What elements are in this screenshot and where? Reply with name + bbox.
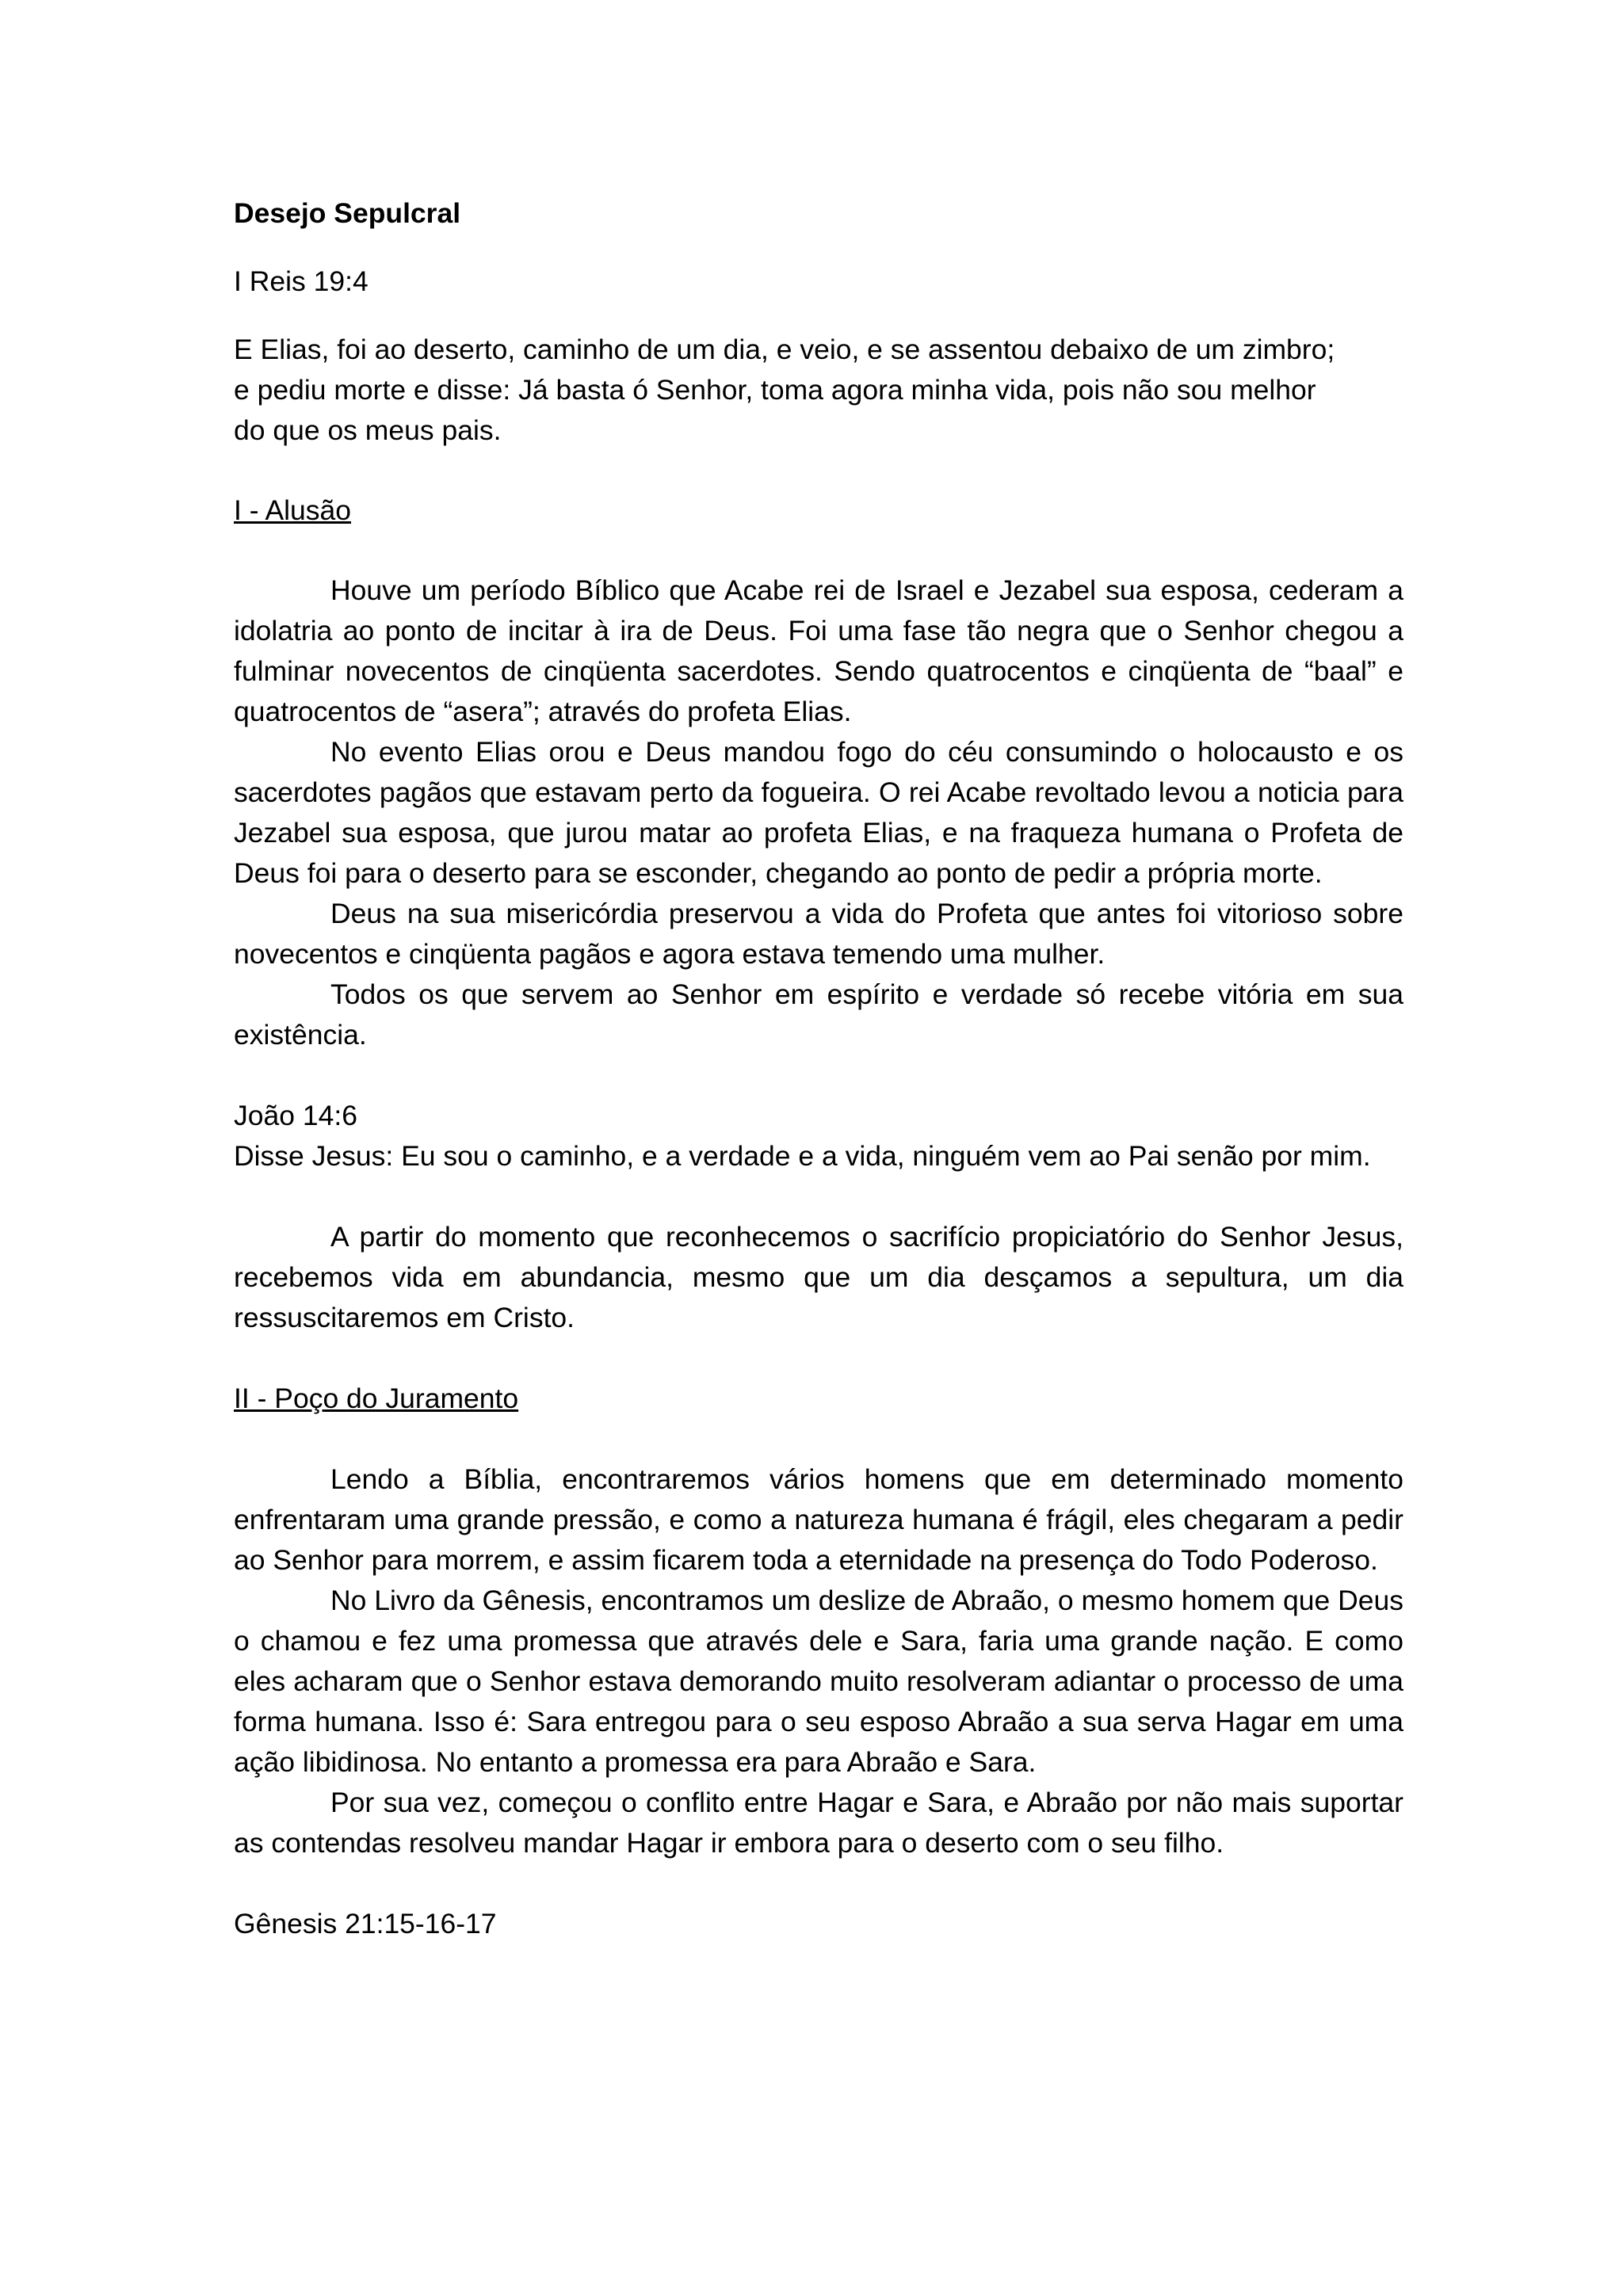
body-paragraph: Por sua vez, começou o conflito entre Hagar e Sara, e Abraão por não mais suportar as contendas resolveu mandar Hagar ir embora para o deserto com o seu filho.: [234, 1787, 1403, 1859]
scripture-verse: [234, 330, 1403, 451]
scripture-reference: I Reis 19:4: [234, 265, 369, 297]
scripture-reference: Gênesis 21:15-16-17: [234, 1908, 497, 1939]
body-paragraph: No Livro da Gênesis, encontramos um deslize de Abraão, o mesmo homem que Deus o chamou e fez uma promessa que através dele e Sara, faria uma grande nação. E como eles acharam que o Senhor estava demorando muito resolveram adiantar o processo de uma forma humana. Isso é: Sara entregou para o seu esposo Abraão a sua serva Hagar em uma ação libidinosa. No entanto a promessa era para Abraão e Sara.: [234, 1585, 1403, 1778]
scripture-verse: Disse Jesus: Eu sou o caminho, e a verdade e a vida, ninguém vem ao Pai senão por mim.: [234, 1140, 1371, 1172]
body-paragraph: Deus na sua misericórdia preservou a vida do Profeta que antes foi vitorioso sobre novecentos e cinqüenta pagãos e agora estava temendo uma mulher.: [234, 898, 1403, 970]
document-page: [234, 193, 1403, 1944]
section-heading: II - Poço do Juramento: [234, 1383, 519, 1414]
verse-line: e pediu morte e disse: Já basta ó Senhor, toma agora minha vida, pois não sou melhor: [234, 374, 1316, 406]
body-paragraph: Lendo a Bíblia, encontraremos vários homens que em determinado momento enfrentaram uma grande pressão, e como a natureza humana é frágil, eles chegaram a pedir ao Senhor para morrem, e assim ficarem toda a eternidade na presença do Todo Poderoso.: [234, 1463, 1403, 1576]
scripture-reference: João 14:6: [234, 1100, 357, 1131]
section-heading: I - Alusão: [234, 494, 351, 526]
body-paragraph: A partir do momento que reconhecemos o sacrifício propiciatório do Senhor Jesus, recebemos vida em abundancia, mesmo que um dia desçamos a sepultura, um dia ressuscitaremos em Cristo.: [234, 1221, 1403, 1333]
verse-line: do que os meus pais.: [234, 414, 502, 446]
body-paragraph: Todos os que servem ao Senhor em espírito e verdade só recebe vitória em sua existência.: [234, 978, 1403, 1051]
body-paragraph: No evento Elias orou e Deus mandou fogo do céu consumindo o holocausto e os sacerdotes pagãos que estavam perto da fogueira. O rei Acabe revoltado levou a noticia para Jezabel sua esposa, que jurou matar ao profeta Elias, e na fraqueza humana o Profeta de Deus foi para o deserto para se esconder, chegando ao ponto de pedir a própria morte.: [234, 736, 1403, 889]
verse-line: E Elias, foi ao deserto, caminho de um dia, e veio, e se assentou debaixo de um zimbro;: [234, 334, 1335, 365]
document-title: Desejo Sepulcral: [234, 197, 461, 229]
body-paragraph: Houve um período Bíblico que Acabe rei de Israel e Jezabel sua esposa, cederam a idolatria ao ponto de incitar à ira de Deus. Foi uma fase tão negra que o Senhor chegou a fulminar novecentos de cinqüenta sacerdotes. Sendo quatrocentos e cinqüenta de “baal” e quatrocentos de “asera”; através do profeta Elias.: [234, 574, 1403, 727]
